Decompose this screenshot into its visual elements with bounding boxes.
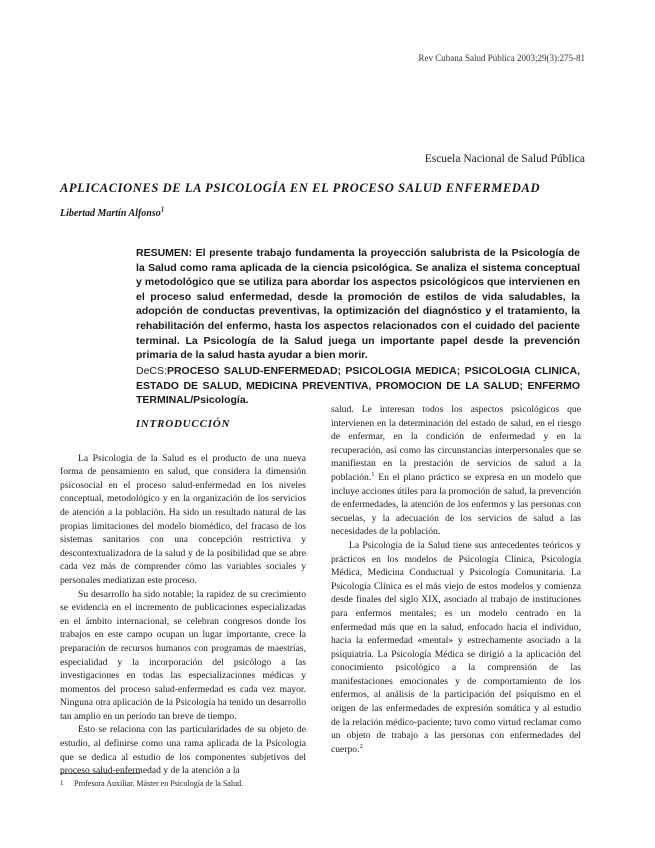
- section-heading-introduccion: INTRODUCCIÓN: [135, 418, 231, 430]
- abstract: RESUMEN: El presente trabajo fundamenta la proyección salubrista de la Psicología de la Salud como rama aplicada de la ciencia psicológica. Se analiza el sistema conceptual y metodológico que se utiliza para abordar los aspectos psicológicos que intervienen en el proceso salud enfermedad, desde la promoción de estilos de vida saludables, la adopción de conductas preventivas, la optimización del diagnóstico y el tratamiento, la rehabilitación del enfermo, hasta los aspectos relacionados con el cuidado del paciente terminal. La Psicología de la Salud juega un importante papel desde la prevención primaria de la salud hasta ayudar a bien morir.: [136, 247, 580, 362]
- body-text: La Psicología de la Salud tiene sus antecedentes teóricos y prácticos en los modelos de Psicología Clínica, Psicología Médica, Medicina Conductual y Psicología Comunitaria. La Psicología Clínica es el más viejo de estos modelos y comienza desde finales del siglo XIX, asociado al trabajo de instituciones para enfermos mentales; es un modelo centrado en la enfermedad más que en la salud, enfocado hacia el individuo, hacia la enfermedad «mental» y estrechamente asociado a la psiquiatría. La Psicología Médica se dirigió a la aplicación del conocimiento psicológico a la comprensión de las manifestaciones emocionales y de comportamiento de los enfermos, al análisis de la participación del psiquismo en el origen de las enfermedades de expresión somática y al estudio de la relación médico-paciente; tuvo como virtud reclamar como un objeto de trabajo a las personas con enfermedades del cuerpo.: [331, 539, 581, 755]
- body-paragraph: La Psicología de la Salud es el producto de una nueva forma de pensamiento en salud, que considera la dimensión psicosocial en el proceso salud-enfermedad en los niveles conceptual, metodológico y en la organización de los servicios de atención a la población. Ha sido un resultado natural de las propias limitaciones del modelo biomédico, del fracaso de los sistemas sanitarios con una concepción restrictiva y descontextualizadora de la salud y de la posibilidad que se abre cada vez más de comprender cómo las variables sociales y personales mediatizan este proceso.: [60, 452, 306, 586]
- author-name: Libertad Martín Alfonso: [60, 208, 161, 219]
- body-paragraph: Su desarrollo ha sido notable; la rapidez de su crecimiento se evidencia en el incremento de publicaciones especializadas en el ámbito internacional, se celebran congresos donde los trabajos en este campo ocupan un lugar importante, crece la preparación de recursos humanos con programas de maestrías, especialidad y la incorporación del psicólogo a las investigaciones en todas las especializaciones médicas y momentos del proceso salud-enfermedad es cada vez mayor. Ninguna otra aplicación de la Psicología ha tenido un desarrollo tan amplio en un período tan breve de tiempo.: [60, 588, 306, 722]
- institution-name: Escuela Nacional de Salud Pública: [424, 153, 585, 165]
- journal-reference: Rev Cubana Salud Pública 2003;29(3):275-81: [418, 53, 585, 63]
- footnote-divider: [60, 773, 140, 774]
- body-text: salud. Le interesan todos los aspectos psicológicos que intervienen en la determinación del estado de salud, en el riesgo de enfermar, en la condición de enfermedad y en la recuperación, así como las circunstancias interpersonales que se manifiestan en la prestación de servicios de salud a la población.: [331, 404, 581, 483]
- author-footnote-mark: 1: [160, 205, 165, 214]
- reference-mark: 2: [359, 742, 363, 750]
- body-column-left: [60, 418, 306, 778]
- body-column-right: [331, 403, 581, 756]
- footnote: [60, 779, 243, 788]
- footnote-text: Profesora Auxiliar. Máster en Psicología de la Salud.: [74, 779, 244, 788]
- footnote-mark: 1: [60, 779, 64, 787]
- decs-label: DeCS:: [136, 365, 167, 377]
- reference-mark: 1: [371, 470, 375, 478]
- decs-terms: PROCESO SALUD-ENFERMEDAD; PSICOLOGIA MEDICA; PSICOLOGIA CLINICA, ESTADO DE SALUD, MEDICINA PREVENTIVA, PROMOCION DE LA SALUD; ENFERMO TERMINAL/Psicología.: [136, 365, 580, 407]
- body-text: En el plano práctico se expresa en un modelo que incluye acciones útiles para la promoción de salud, la prevención de enfermedades, la atención de los enfermos y las personas con secuelas, y la adecuación de los servicios de salud a las necesidades de la población.: [331, 471, 581, 538]
- decs-keywords: [136, 364, 580, 408]
- body-paragraph: [331, 539, 581, 757]
- article-title: APLICACIONES DE LA PSICOLOGÍA EN EL PROCESO SALUD ENFERMEDAD: [60, 181, 541, 195]
- body-paragraph: [331, 403, 581, 539]
- author-line: [60, 205, 165, 219]
- body-paragraph: Esto se relaciona con las particularidades de su objeto de estudio, al definirse como una rama aplicada de la Psicología que se dedica al estudio de los componentes subjetivos del proceso salud-enfermedad y de la atención a la: [60, 724, 306, 777]
